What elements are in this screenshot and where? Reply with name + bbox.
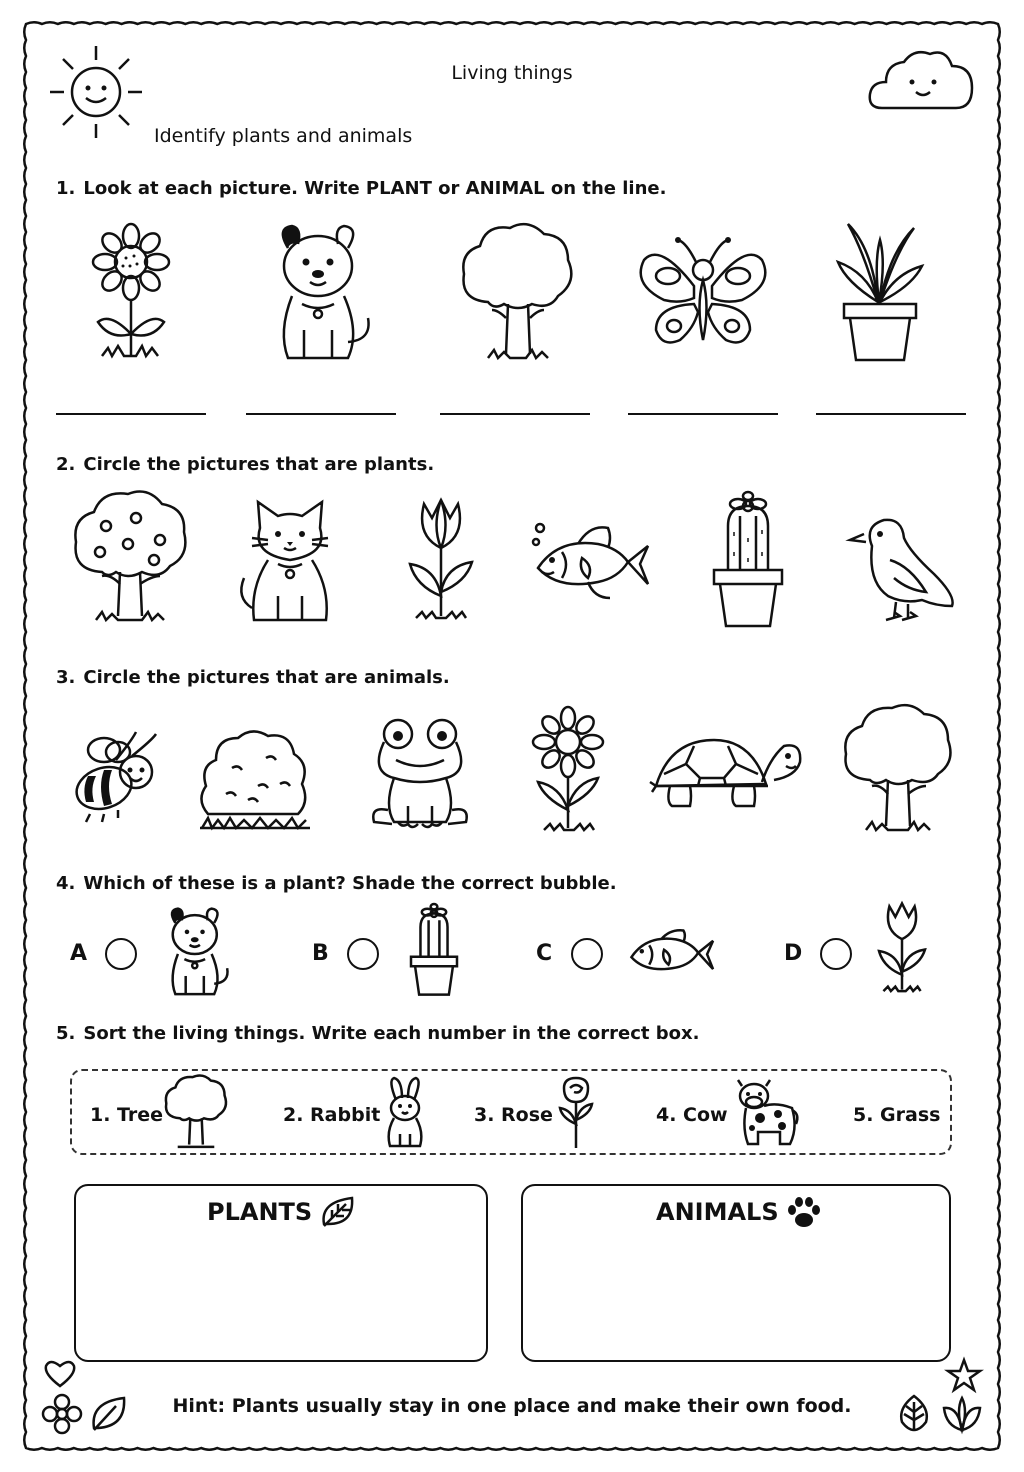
question-text: Look at each picture. Write PLANT or ANIMAL on the line. [83, 178, 667, 199]
sort-item-rabbit: 2. Rabbit [283, 1104, 381, 1126]
sort-item-cow: 4. Cow [656, 1104, 728, 1126]
answer-line-3[interactable] [440, 413, 590, 415]
answer-line-2[interactable] [246, 413, 396, 415]
bush-icon[interactable] [198, 724, 312, 832]
sort-item-rose: 3. Rose [474, 1104, 553, 1126]
plants-box-title: PLANTS [207, 1198, 313, 1226]
rose-icon [558, 1076, 594, 1150]
turtle-icon[interactable] [650, 736, 802, 814]
apple-tree-icon[interactable] [72, 490, 188, 624]
flower-icon[interactable] [530, 708, 606, 834]
sun-icon [46, 42, 146, 142]
question-5 [56, 1023, 699, 1044]
cactus-icon[interactable] [710, 492, 786, 628]
puppy-icon [268, 222, 378, 364]
answer-line-1[interactable] [56, 413, 206, 415]
question-number: 2. [56, 454, 76, 475]
tree-icon [458, 222, 578, 362]
heart-icon [44, 1358, 76, 1388]
sort-item-grass: 5. Grass [853, 1104, 941, 1126]
question-number: 3. [56, 667, 76, 688]
cow-icon [736, 1078, 802, 1148]
fish-icon[interactable] [528, 518, 652, 604]
answer-line-5[interactable] [816, 413, 966, 415]
question-number: 4. [56, 873, 76, 894]
potted-plant-icon [834, 222, 924, 362]
tulip-icon[interactable] [406, 496, 476, 624]
question-number: 1. [56, 178, 76, 199]
rabbit-icon [380, 1076, 430, 1148]
question-text: Sort the living things. Write each number in the correct box. [83, 1023, 700, 1044]
sort-item-tree: 1. Tree [90, 1104, 164, 1126]
star-icon [946, 1358, 982, 1392]
frog-icon[interactable] [368, 716, 472, 832]
fish-icon [624, 926, 716, 978]
option-d-bubble[interactable] [820, 938, 852, 970]
question-number: 5. [56, 1023, 76, 1044]
option-b-bubble[interactable] [347, 938, 379, 970]
cat-icon[interactable] [238, 498, 342, 624]
question-4 [56, 873, 617, 894]
cactus-icon [408, 904, 460, 996]
answer-line-4[interactable] [628, 413, 778, 415]
bird-icon[interactable] [850, 512, 956, 624]
puppy-icon [160, 906, 236, 998]
bee-icon[interactable] [70, 728, 162, 824]
paw-icon [786, 1196, 822, 1230]
leaf-icon [320, 1196, 356, 1228]
option-a-letter: A [70, 941, 88, 966]
question-text: Circle the pictures that are plants. [83, 454, 435, 475]
option-b-letter: B [312, 941, 329, 966]
question-text: Circle the pictures that are animals. [83, 667, 450, 688]
question-text: Which of these is a plant? Shade the correct bubble. [83, 873, 617, 894]
option-a-bubble[interactable] [105, 938, 137, 970]
tree-icon [164, 1074, 228, 1150]
tree-icon[interactable] [842, 704, 954, 834]
question-1 [56, 178, 666, 199]
animals-box-title: ANIMALS [656, 1198, 779, 1226]
page-title: Living things [451, 62, 573, 84]
leaf-icon [896, 1394, 932, 1432]
tulip-icon [876, 900, 928, 996]
option-c-bubble[interactable] [571, 938, 603, 970]
question-3 [56, 667, 450, 688]
question-2 [56, 454, 434, 475]
option-c-letter: C [536, 941, 553, 966]
leaf-icon [942, 1396, 982, 1432]
hint-text: Hint: Plants usually stay in one place and make their own food. [172, 1395, 852, 1417]
option-d-letter: D [784, 941, 803, 966]
page-subtitle: Identify plants and animals [154, 125, 413, 147]
sunflower-icon [88, 222, 174, 362]
butterfly-icon [636, 236, 770, 352]
